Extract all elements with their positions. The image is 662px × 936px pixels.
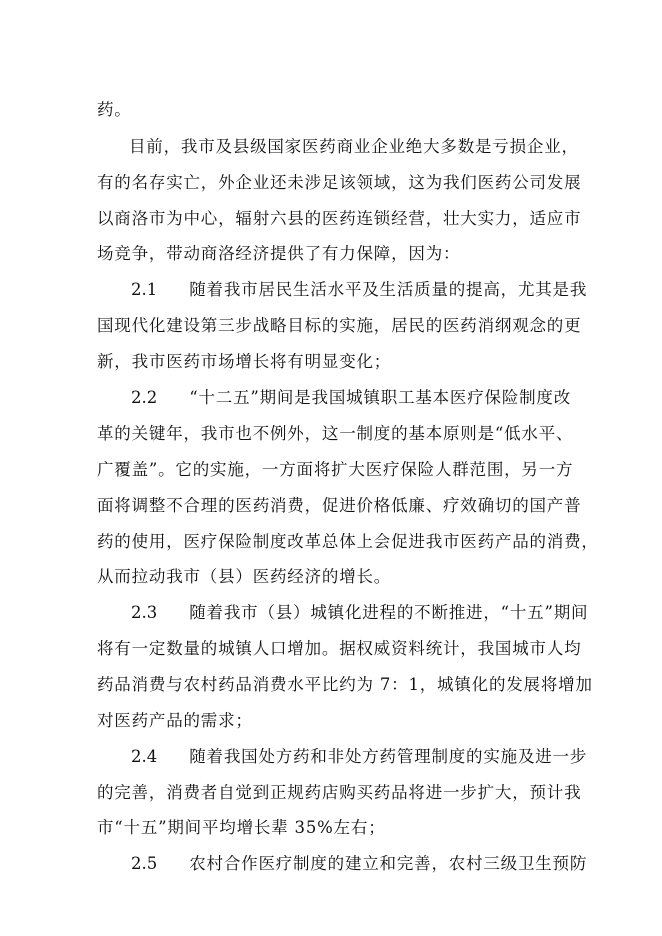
text-line-22-content: 随着我国处方药和非处方药管理制度的实施及进一步 [189, 747, 588, 766]
text-line-18-content: 将有一定数量的城镇人口增加。据权威资料统计，我国城市人均 [97, 639, 582, 658]
numbered-item-2-4 [131, 745, 587, 769]
text-line-4 [97, 242, 460, 266]
text-line-10-content: “十二五”期间是我国城镇职工基本医疗保险制度改 [189, 388, 572, 407]
item-number-2-4: 2.4 [131, 747, 158, 766]
text-line-19 [97, 673, 593, 697]
text-line-1 [129, 135, 579, 159]
numbered-item-2-5 [131, 852, 587, 876]
text-line-11 [97, 422, 573, 446]
text-line-19-content: 药品消费与农村药品消费水平比约为 7：1，城镇化的发展将增加 [97, 675, 593, 694]
text-line-8-content: 新，我市医药市场增长将有明显变化； [97, 352, 392, 371]
item-number-2-5: 2.5 [131, 854, 158, 873]
text-line-17-content: 随着我市（县）城镇化进程的不断推进，“十五”期间 [189, 603, 589, 622]
text-line-2 [97, 171, 581, 195]
numbered-item-2-2 [131, 386, 571, 410]
item-number-2-2: 2.2 [131, 388, 158, 407]
text-line-13-content: 面将调整不合理的医药消费，促进价格低廉、疗效确切的国产普 [97, 496, 582, 515]
text-line-24-content: 市“十五”期间平均增长辈 35%左右； [97, 818, 386, 837]
text-line-7-content: 国现代化建设第三步战略目标的实施，居民的医药消纲观念的更 [97, 316, 582, 335]
text-line-13 [97, 494, 581, 518]
text-line-6-content: 随着我市居民生活水平及生活质量的提高，尤其是我 [189, 280, 588, 299]
text-line-3-content: 以商洛市为中心，辐射六县的医药连锁经营，壮大实力，适应市 [97, 209, 582, 228]
numbered-item-2-3 [131, 601, 588, 625]
text-line-7 [97, 314, 581, 338]
text-line-20-content: 对医药产品的需求； [97, 711, 253, 730]
text-line-12-content: 广覆盖”。它的实施，一方面将扩大医疗保险人群范围，另一方 [97, 460, 574, 479]
text-line-18 [97, 637, 581, 661]
text-line-2-content: 有的名存实亡，外企业还未涉足该领域，这为我们医药公司发展 [97, 173, 582, 192]
text-line-0-content: 药。 [97, 100, 132, 119]
item-number-2-3: 2.3 [131, 603, 158, 622]
text-line-3 [97, 207, 581, 231]
text-line-15 [97, 565, 391, 589]
text-line-23 [97, 781, 581, 805]
text-line-24 [97, 816, 386, 840]
text-line-14-content: 药的使用，医疗保险制度改革总体上会促进我市医药产品的消费， [97, 532, 599, 551]
text-line-4-content: 场竞争，带动商洛经济提供了有力保障，因为： [97, 244, 461, 263]
text-line-12 [97, 458, 573, 482]
text-line-1-content: 目前，我市及县级国家医药商业企业绝大多数是亏损企业， [129, 137, 579, 156]
text-line-20 [97, 709, 253, 733]
item-number-2-1: 2.1 [131, 280, 158, 299]
text-line-23-content: 的完善，消费者自觉到正规药店购买药品将进一步扩大，预计我 [97, 783, 582, 802]
text-line-11-content: 革的关键年，我市也不例外，这一制度的基本原则是“低水平、 [97, 424, 574, 443]
text-line-14 [97, 530, 599, 554]
text-line-8 [97, 350, 391, 374]
text-line-15-content: 从而拉动我市（县）医药经济的增长。 [97, 567, 392, 586]
text-line-0 [97, 98, 132, 122]
numbered-item-2-1 [131, 278, 587, 302]
text-line-26-content: 农村合作医疗制度的建立和完善，农村三级卫生预防 [189, 854, 588, 873]
